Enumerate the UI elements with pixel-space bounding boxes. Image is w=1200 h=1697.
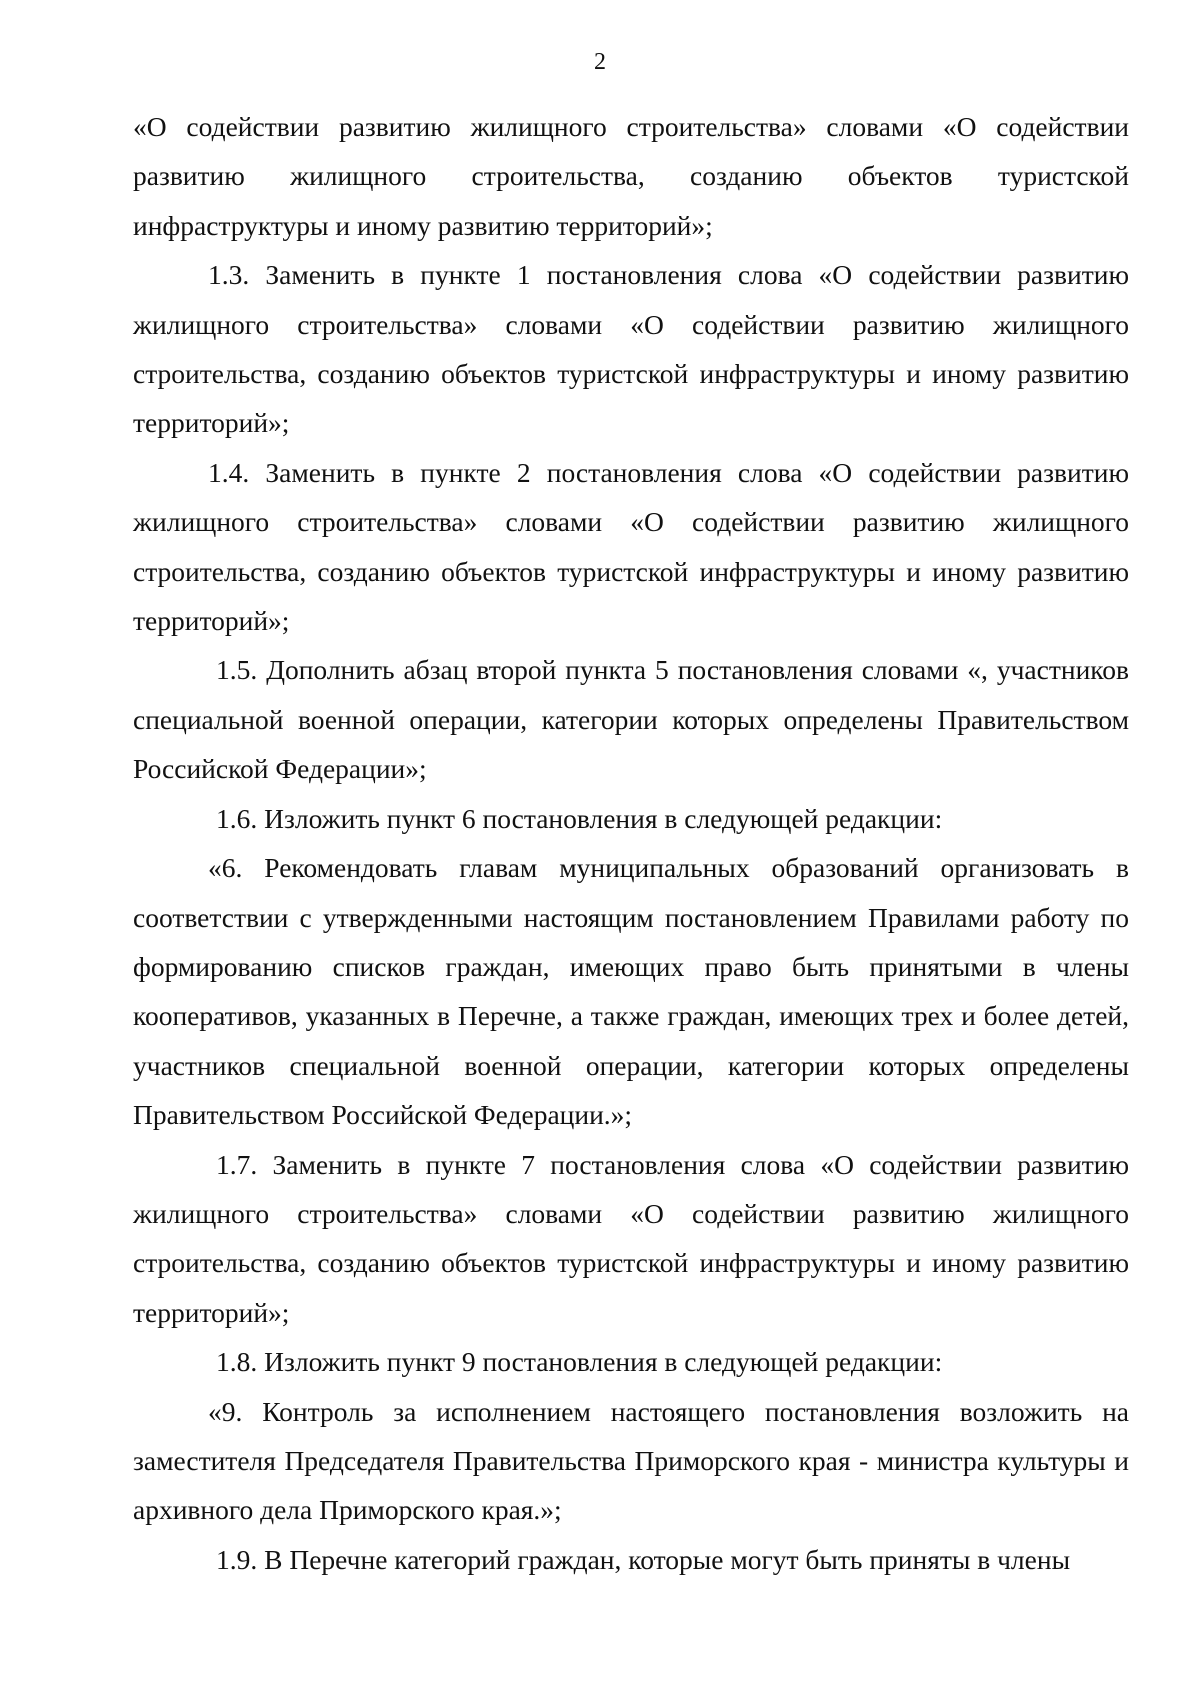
paragraph-1-8-quote: «9. Контроль за исполнением настоящего постановления возложить на заместителя Председателя Правительства Приморского края - министра культуры и архивного дела Приморского края.»;: [133, 1395, 1129, 1526]
paragraph-1-3: 1.3. Заменить в пункте 1 постановления слова «О содействии развитию жилищного строительства» словами «О содействии развитию жилищного строительства, созданию объектов туристской инфраструктуры и иному развитию территорий»;: [133, 259, 1129, 439]
paragraph-1-6: 1.6. Изложить пункт 6 постановления в следующей редакции:: [216, 802, 943, 834]
paragraph-1-7: 1.7. Заменить в пункте 7 постановления слова «О содействии развитию жилищного строительства» словами «О содействии развитию жилищного строительства, созданию объектов туристской инфраструктуры и иному развитию территорий»;: [133, 1148, 1129, 1328]
paragraph-1-5: 1.5. Дополнить абзац второй пункта 5 постановления словами «, участников специальной военной операции, категории которых определены Правительством Российской Федерации»;: [133, 654, 1129, 785]
paragraph-continuation: «О содействии развитию жилищного строительства» словами «О содействии развитию жилищного строительства, созданию объектов туристской инфраструктуры и иному развитию территорий»;: [133, 111, 1129, 241]
paragraph-1-4: 1.4. Заменить в пункте 2 постановления слова «О содействии развитию жилищного строительства» словами «О содействии развитию жилищного строительства, созданию объектов туристской инфраструктуры и иному развитию территорий»;: [133, 456, 1129, 637]
paragraph-1-9: 1.9. В Перечне категорий граждан, которые могут быть приняты в члены: [216, 1543, 1071, 1575]
paragraph-1-6-quote: «6. Рекомендовать главам муниципальных образований организовать в соответствии с утвержденными настоящим постановлением Правилами работу по формированию списков граждан, имеющих право быть принятыми в члены кооперативов, указанных в Перечне, а также граждан, имеющих трех и более детей, участников специальной военной операции, категории которых определены Правительством Российской Федерации.»;: [133, 852, 1129, 1131]
document-body: [133, 102, 1129, 1584]
page-number: 2: [594, 49, 606, 75]
paragraph-1-8: 1.8. Изложить пункт 9 постановления в следующей редакции:: [216, 1346, 943, 1378]
